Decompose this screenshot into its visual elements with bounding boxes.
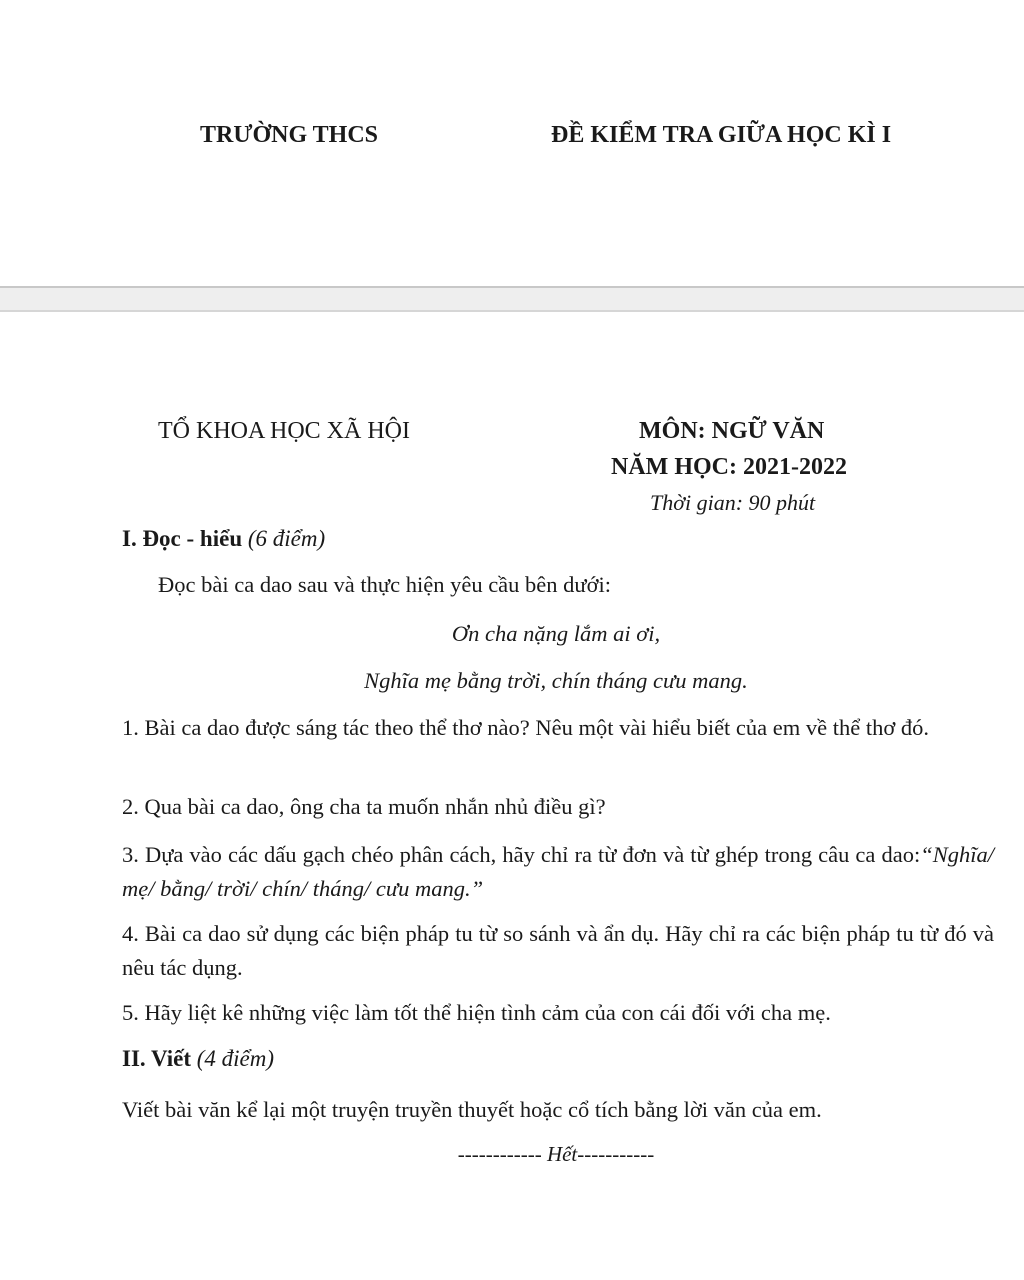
- poem-line-1: Ơn cha nặng lắm ai ơi,: [451, 621, 661, 646]
- section2-points: (4 điểm): [196, 1046, 275, 1071]
- exam-duration: Thời gian: 90 phút: [650, 490, 816, 515]
- department-name: TỔ KHOA HỌC XÃ HỘI: [158, 418, 410, 444]
- section1-heading-line: [122, 526, 325, 552]
- page-break-separator: [0, 286, 1024, 312]
- school-name: TRƯỜNG THCS: [200, 122, 379, 148]
- exam-title: ĐỀ KIỂM TRA GIỮA HỌC KÌ I: [551, 122, 892, 148]
- poem-line-2: Nghĩa mẹ bằng trời, chín tháng cưu mang.: [364, 668, 748, 693]
- section2-heading-line: [122, 1046, 274, 1072]
- section1-instruction: Đọc bài ca dao sau và thực hiện yêu cầu bên dưới:: [158, 572, 611, 597]
- section2-heading: II. Viết: [122, 1046, 191, 1071]
- section1-heading: I. Đọc - hiểu: [122, 526, 243, 551]
- question-4: 4. Bài ca dao sử dụng các biện pháp tu từ so sánh và ẩn dụ. Hãy chỉ ra các biện pháp tu từ đó và nêu tác dụng.: [122, 921, 994, 980]
- question-5: 5. Hãy liệt kê những việc làm tốt thể hiện tình cảm của con cái đối với cha mẹ.: [122, 1000, 831, 1025]
- question-2: 2. Qua bài ca dao, ông cha ta muốn nhắn nhủ điều gì?: [122, 794, 606, 819]
- question-3: [122, 838, 994, 906]
- question-3-text: 3. Dựa vào các dấu gạch chéo phân cách, hãy chỉ ra từ đơn và từ ghép trong câu ca dao:: [122, 842, 921, 867]
- section2-prompt: Viết bài văn kể lại một truyện truyền thuyết hoặc cổ tích bằng lời văn của em.: [122, 1097, 822, 1122]
- section1-points: (6 điểm): [247, 526, 326, 551]
- question-3-quote: “Nghĩa/ mẹ/ bằng/ trời/ chín/ tháng/ cưu mang.”: [122, 842, 994, 901]
- school-year: NĂM HỌC: 2021-2022: [611, 454, 847, 480]
- question-1: 1. Bài ca dao được sáng tác theo thể thơ nào? Nêu một vài hiểu biết của em về thể thơ đó.: [122, 715, 930, 740]
- end-mark: ------------ Hết-----------: [457, 1142, 655, 1166]
- subject-line: MÔN: NGỮ VĂN: [639, 418, 825, 444]
